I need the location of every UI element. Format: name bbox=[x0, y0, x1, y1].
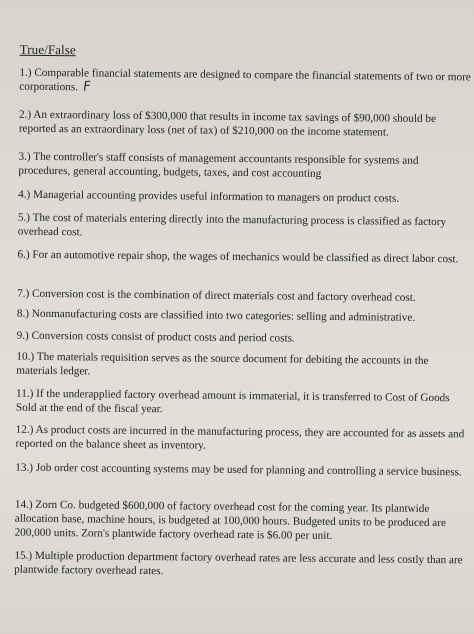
handwritten-answer: F bbox=[82, 79, 91, 95]
question-text: 15.) Multiple production department factory overhead rates are less accurate and less costly than are plantwide factory overhead rates. bbox=[14, 549, 463, 578]
question-11 bbox=[16, 387, 468, 420]
question-text: 4.) Managerial accounting provides useful information to managers on product costs. bbox=[18, 188, 400, 205]
question-text: 3.) The controller's staff consists of management accountants responsible for systems and procedures, general accounting, budgets, taxes, and cost accounting bbox=[18, 150, 419, 180]
question-14 bbox=[15, 498, 467, 545]
question-1 bbox=[19, 66, 471, 99]
question-text: 7.) Conversion cost is the combination of direct materials cost and factory overhead cost. bbox=[17, 287, 416, 304]
question-15 bbox=[14, 549, 466, 582]
question-text: 12.) As product costs are incurred in the manufacturing process, they are accounted for as assets and reported on the balance sheet as inventory. bbox=[15, 423, 465, 452]
question-13 bbox=[15, 461, 467, 480]
question-9 bbox=[17, 329, 469, 348]
question-text: 11.) If the underapplied factory overhead amount is immaterial, it is transferred to Cost of Goods Sold at the end of the fiscal year. bbox=[15, 387, 450, 416]
question-text: 2.) An extraordinary loss of $300,000 that results in income tax savings of $90,000 should be reported as an extraordinary loss (net of tax) of $210,000 on the income statement. bbox=[18, 108, 437, 139]
question-text: 1.) Comparable financial statements are designed to compare the financial statements of two or more corporations. bbox=[19, 66, 471, 94]
question-6 bbox=[17, 248, 469, 267]
question-7 bbox=[17, 287, 469, 306]
question-12 bbox=[15, 423, 467, 456]
question-2 bbox=[19, 108, 471, 141]
question-text: 14.) Zorn Co. budgeted $600,000 of factory overhead cost for the coming year. Its plantwide allocation base, machine hours, is budgeted at 100,000 hours. Budgeted units to be produced are 200,000 units. Zorn's plantwide factory overhead rate is $6.00 per unit. bbox=[14, 498, 447, 542]
question-text: 6.) For an automotive repair shop, the wages of mechanics would be classified as direct labor cost. bbox=[17, 248, 459, 266]
question-text: 8.) Nonmanufacturing costs are classified into two categories: selling and administrative. bbox=[16, 307, 416, 324]
question-5 bbox=[18, 211, 470, 244]
question-10 bbox=[16, 350, 468, 383]
question-text: 9.) Conversion costs consist of product costs and period costs. bbox=[16, 329, 295, 345]
question-text: 5.) The cost of materials entering directly into the manufacturing process is classified as factory overhead cost. bbox=[17, 211, 447, 239]
question-4 bbox=[18, 188, 470, 207]
question-8 bbox=[17, 307, 469, 326]
section-heading: True/False bbox=[19, 41, 76, 58]
question-3 bbox=[18, 150, 470, 183]
question-text: 10.) The materials requisition serves as the source document for debiting the accounts in the materials ledger. bbox=[16, 350, 429, 378]
question-text: 13.) Job order cost accounting systems may be used for planning and controlling a service business. bbox=[15, 461, 462, 479]
